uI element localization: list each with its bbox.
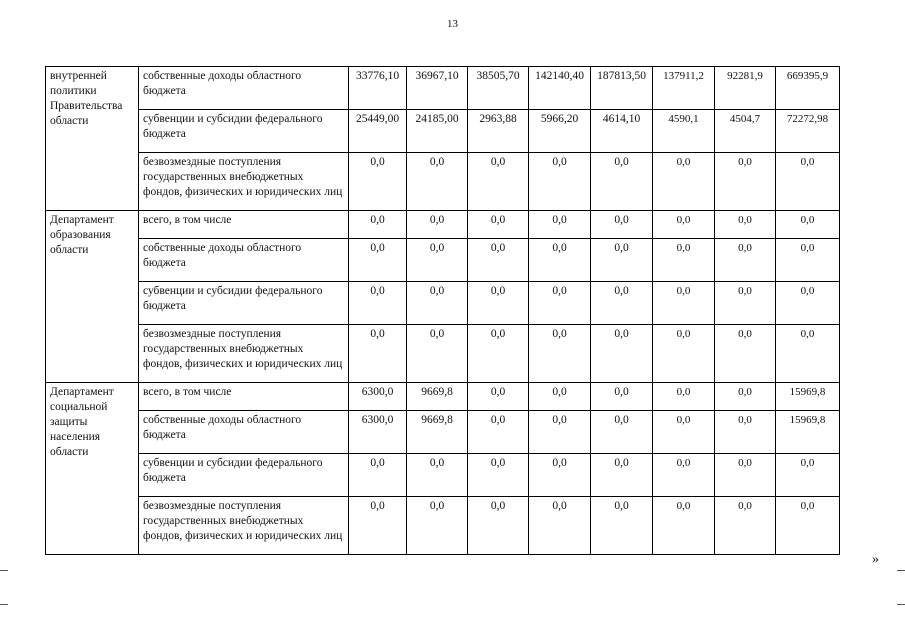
organization-cell: Департамент образования области xyxy=(46,211,139,383)
amount-cell: 0,0 xyxy=(468,497,529,555)
amount-cell: 0,0 xyxy=(407,239,468,282)
amount-cell: 0,0 xyxy=(653,383,715,411)
amount-cell: 4504,7 xyxy=(715,110,776,153)
table-row xyxy=(46,383,840,411)
amount-cell: 0,0 xyxy=(776,325,840,383)
amount-cell: 0,0 xyxy=(468,383,529,411)
amount-cell: 0,0 xyxy=(468,211,529,239)
margin-mark xyxy=(897,570,905,571)
amount-cell: 0,0 xyxy=(349,497,407,555)
amount-cell: 0,0 xyxy=(529,153,591,211)
table-row xyxy=(46,239,840,282)
amount-cell: 187813,50 xyxy=(591,67,653,110)
amount-cell: 0,0 xyxy=(468,411,529,454)
amount-cell: 0,0 xyxy=(653,454,715,497)
organization-cell: Департамент социальной защиты населения области xyxy=(46,383,139,555)
funding-source-cell: субвенции и субсидии федерального бюджета xyxy=(139,282,349,325)
amount-cell: 0,0 xyxy=(591,282,653,325)
amount-cell: 0,0 xyxy=(715,411,776,454)
amount-cell: 0,0 xyxy=(591,454,653,497)
amount-cell: 142140,40 xyxy=(529,67,591,110)
amount-cell: 0,0 xyxy=(653,153,715,211)
amount-cell: 92281,9 xyxy=(715,67,776,110)
amount-cell: 0,0 xyxy=(529,325,591,383)
amount-cell: 0,0 xyxy=(715,325,776,383)
funding-source-cell: безвозмездные поступления государственных внебюджетных фондов, физических и юридических лиц xyxy=(139,153,349,211)
amount-cell: 9669,8 xyxy=(407,411,468,454)
funding-source-cell: собственные доходы областного бюджета xyxy=(139,411,349,454)
amount-cell: 0,0 xyxy=(529,497,591,555)
closing-quote: » xyxy=(872,552,879,567)
amount-cell: 0,0 xyxy=(591,325,653,383)
amount-cell: 0,0 xyxy=(653,211,715,239)
amount-cell: 0,0 xyxy=(653,411,715,454)
organization-cell: внутренней политики Правительства области xyxy=(46,67,139,211)
amount-cell: 0,0 xyxy=(653,497,715,555)
amount-cell: 0,0 xyxy=(349,153,407,211)
table-row xyxy=(46,497,840,555)
amount-cell: 0,0 xyxy=(407,211,468,239)
funding-source-cell: всего, в том числе xyxy=(139,383,349,411)
amount-cell: 0,0 xyxy=(407,325,468,383)
funding-source-cell: субвенции и субсидии федерального бюджета xyxy=(139,454,349,497)
amount-cell: 0,0 xyxy=(468,282,529,325)
amount-cell: 0,0 xyxy=(407,454,468,497)
amount-cell: 0,0 xyxy=(468,325,529,383)
amount-cell: 0,0 xyxy=(653,282,715,325)
amount-cell: 0,0 xyxy=(407,153,468,211)
amount-cell: 0,0 xyxy=(349,454,407,497)
amount-cell: 36967,10 xyxy=(407,67,468,110)
table-row xyxy=(46,325,840,383)
amount-cell: 0,0 xyxy=(653,239,715,282)
funding-source-cell: собственные доходы областного бюджета xyxy=(139,239,349,282)
amount-cell: 25449,00 xyxy=(349,110,407,153)
funding-source-cell: субвенции и субсидии федерального бюджета xyxy=(139,110,349,153)
funding-source-cell: собственные доходы областного бюджета xyxy=(139,67,349,110)
margin-mark xyxy=(897,604,905,605)
funding-source-cell: безвозмездные поступления государственных внебюджетных фондов, физических и юридических лиц xyxy=(139,497,349,555)
table-row xyxy=(46,67,840,110)
amount-cell: 6300,0 xyxy=(349,411,407,454)
amount-cell: 0,0 xyxy=(529,282,591,325)
amount-cell: 0,0 xyxy=(407,497,468,555)
amount-cell: 0,0 xyxy=(349,282,407,325)
amount-cell: 0,0 xyxy=(591,497,653,555)
amount-cell: 0,0 xyxy=(468,239,529,282)
amount-cell: 0,0 xyxy=(468,153,529,211)
margin-mark xyxy=(0,570,8,571)
table-row xyxy=(46,110,840,153)
amount-cell: 15969,8 xyxy=(776,411,840,454)
amount-cell: 0,0 xyxy=(529,211,591,239)
amount-cell: 0,0 xyxy=(715,153,776,211)
funding-source-cell: всего, в том числе xyxy=(139,211,349,239)
amount-cell: 0,0 xyxy=(715,211,776,239)
table-row xyxy=(46,211,840,239)
table-row xyxy=(46,454,840,497)
amount-cell: 72272,98 xyxy=(776,110,840,153)
amount-cell: 0,0 xyxy=(776,153,840,211)
amount-cell: 0,0 xyxy=(715,497,776,555)
amount-cell: 0,0 xyxy=(591,383,653,411)
amount-cell: 0,0 xyxy=(407,282,468,325)
amount-cell: 6300,0 xyxy=(349,383,407,411)
amount-cell: 0,0 xyxy=(529,454,591,497)
amount-cell: 38505,70 xyxy=(468,67,529,110)
table-body xyxy=(46,67,840,555)
margin-mark xyxy=(0,604,8,605)
amount-cell: 9669,8 xyxy=(407,383,468,411)
amount-cell: 0,0 xyxy=(776,454,840,497)
funding-source-cell: безвозмездные поступления государственных внебюджетных фондов, физических и юридических лиц xyxy=(139,325,349,383)
amount-cell: 0,0 xyxy=(776,497,840,555)
amount-cell: 0,0 xyxy=(776,282,840,325)
table-row xyxy=(46,153,840,211)
amount-cell: 5966,20 xyxy=(529,110,591,153)
amount-cell: 0,0 xyxy=(529,411,591,454)
amount-cell: 0,0 xyxy=(715,282,776,325)
amount-cell: 0,0 xyxy=(349,325,407,383)
budget-table xyxy=(45,66,840,555)
amount-cell: 0,0 xyxy=(468,454,529,497)
amount-cell: 0,0 xyxy=(349,239,407,282)
amount-cell: 669395,9 xyxy=(776,67,840,110)
amount-cell: 0,0 xyxy=(591,411,653,454)
amount-cell: 4614,10 xyxy=(591,110,653,153)
amount-cell: 0,0 xyxy=(776,211,840,239)
amount-cell: 0,0 xyxy=(349,211,407,239)
amount-cell: 0,0 xyxy=(715,239,776,282)
amount-cell: 33776,10 xyxy=(349,67,407,110)
amount-cell: 2963,88 xyxy=(468,110,529,153)
amount-cell: 0,0 xyxy=(653,325,715,383)
amount-cell: 0,0 xyxy=(591,211,653,239)
table-row xyxy=(46,411,840,454)
page-number: 13 xyxy=(447,18,458,30)
table-row xyxy=(46,282,840,325)
amount-cell: 24185,00 xyxy=(407,110,468,153)
amount-cell: 0,0 xyxy=(591,153,653,211)
amount-cell: 15969,8 xyxy=(776,383,840,411)
amount-cell: 137911,2 xyxy=(653,67,715,110)
amount-cell: 0,0 xyxy=(715,454,776,497)
amount-cell: 0,0 xyxy=(529,239,591,282)
amount-cell: 0,0 xyxy=(776,239,840,282)
amount-cell: 4590,1 xyxy=(653,110,715,153)
amount-cell: 0,0 xyxy=(715,383,776,411)
amount-cell: 0,0 xyxy=(591,239,653,282)
amount-cell: 0,0 xyxy=(529,383,591,411)
